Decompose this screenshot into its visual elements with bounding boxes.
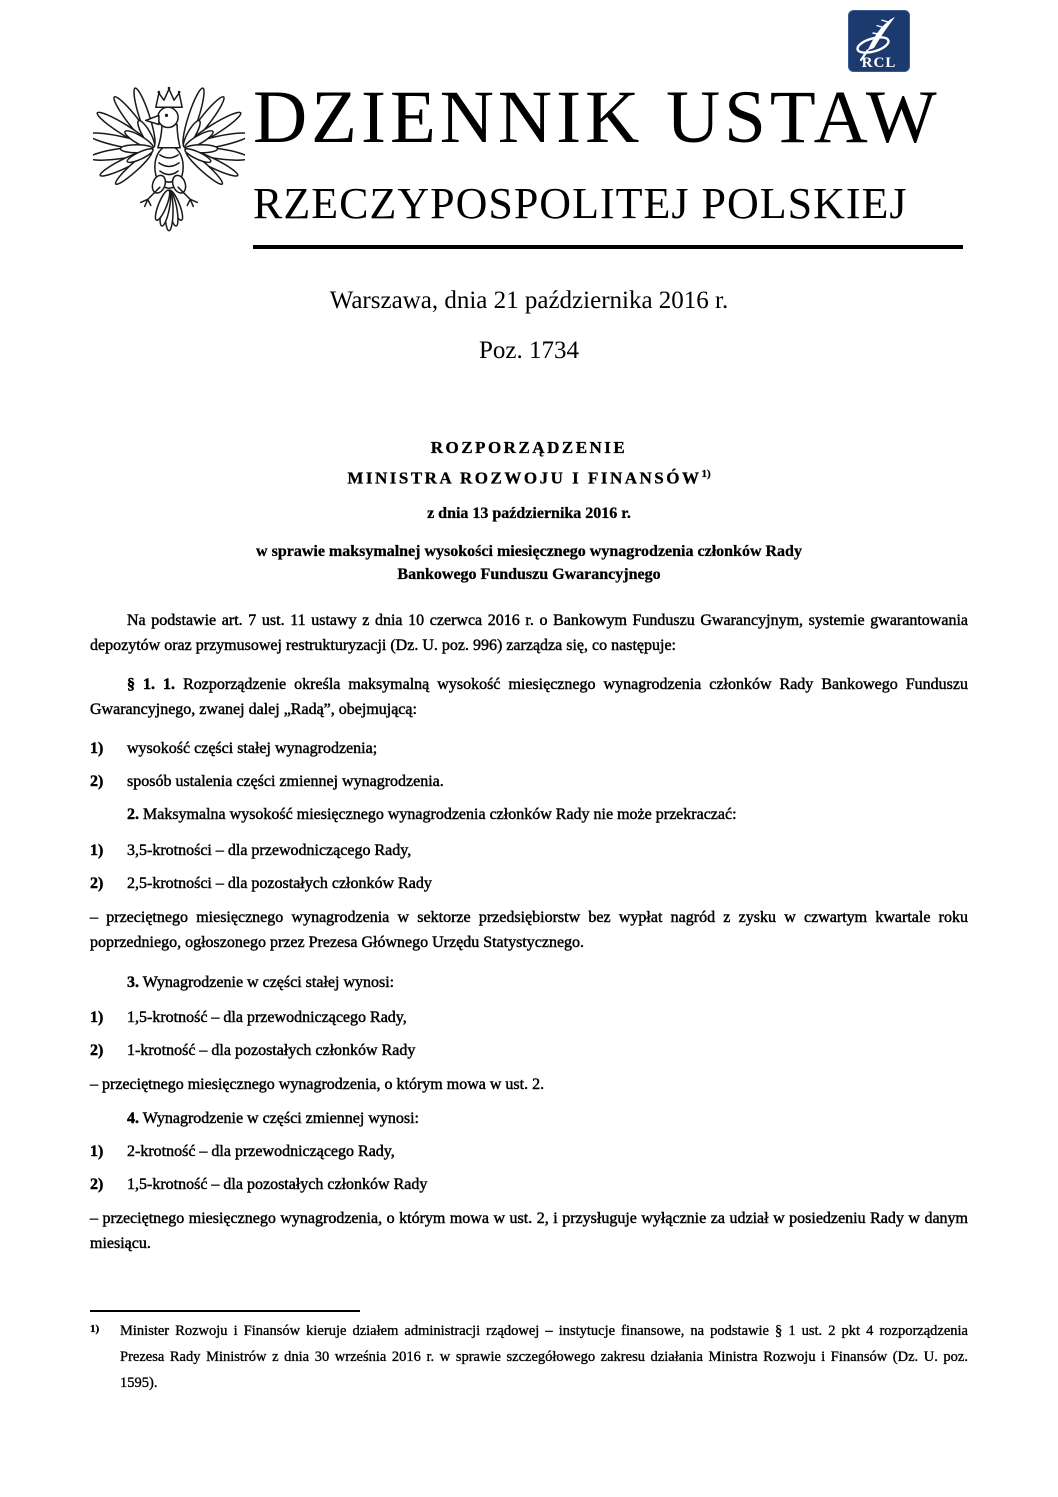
act-date: z dnia 13 października 2016 r.: [427, 504, 631, 522]
paragraph-1-1: [90, 672, 968, 722]
list-item-number: 1): [90, 740, 104, 757]
act-type: ROZPORZĄDZENIE: [430, 438, 628, 457]
paragraph-ust-4: [90, 1106, 968, 1131]
rcl-logo: [848, 10, 910, 72]
list-item: [90, 1005, 968, 1030]
paragraph-ust-3-lead: 3.: [127, 974, 139, 991]
footnote-marker: 1): [90, 1323, 100, 1335]
act-subject-line1: w sprawie maksymalnej wysokości miesięcznego wynagrodzenia członków Rady: [256, 542, 802, 560]
paragraph-ust-2-text: Maksymalna wysokość miesięcznego wynagrodzenia członków Rady nie może przekraczać:: [143, 806, 737, 823]
dash-paragraph-2: – przeciętnego miesięcznego wynagrodzenia, o którym mowa w ust. 2.: [90, 1076, 545, 1093]
list-item: [90, 871, 968, 896]
paragraph-ust-4-lead: 4.: [127, 1110, 139, 1127]
list-item-text: sposób ustalenia części zmiennej wynagrodzenia.: [127, 773, 444, 790]
rcl-logo-text: RCL: [861, 55, 897, 71]
list-item-text: 1-krotność – dla pozostałych członków Rady: [127, 1042, 416, 1059]
list-item-number: 1): [90, 1009, 104, 1026]
list-item-text: 2,5-krotności – dla pozostałych członków Rady: [127, 875, 432, 892]
paragraph-1-1-lead: § 1. 1.: [127, 676, 176, 693]
act-issuer: [90, 468, 968, 489]
footnote-ref: 1): [701, 468, 711, 480]
list-item: [90, 838, 968, 863]
list-item-number: 1): [90, 1143, 104, 1160]
paragraph-ust-2: [90, 802, 968, 827]
footnote: [90, 1318, 968, 1396]
footnote-text: Minister Rozwoju i Finansów kieruje działem administracji rządowej – instytucje finansowe, na podstawie § 1 ust. 2 pkt 4 rozporządzenia Prezesa Rady Ministrów z dnia 30 września 2016 r. w sprawie szczegółowego zakresu działania Ministra Rozwoju i Finansów (Dz. U. poz. 1595).: [120, 1323, 968, 1391]
act-subject-line2: Bankowego Funduszu Gwarancyjnego: [397, 565, 661, 583]
list-item: [90, 1172, 968, 1197]
footnote-block: [90, 1310, 968, 1396]
act-header: [90, 438, 968, 586]
paragraph-ust-2-lead: 2.: [127, 806, 139, 823]
footnote-rule: [90, 1310, 360, 1312]
act-issuer-text: MINISTRA ROZWOJU I FINANSÓW: [347, 468, 702, 488]
act-subject: [90, 540, 968, 586]
list-item: [90, 1038, 968, 1063]
list-item: [90, 736, 968, 761]
list-item-number: 2): [90, 1176, 104, 1193]
list-item: [90, 1139, 968, 1164]
list-item-text: 1,5-krotność – dla pozostałych członków Rady: [127, 1176, 428, 1193]
list-item-number: 2): [90, 1042, 104, 1059]
list-item-number: 1): [90, 842, 104, 859]
preamble: Na podstawie art. 7 ust. 11 ustawy z dnia 10 czerwca 2016 r. o Bankowym Funduszu Gwarancyjnym, systemie gwarantowania depozytów oraz przymusowej restrukturyzacji (Dz. U. poz. 996) zarządza się, co następuje:: [90, 612, 968, 654]
polish-eagle-emblem: [93, 84, 245, 254]
paragraph-1-1-text: Rozporządzenie określa maksymalną wysokość miesięcznego wynagrodzenia członków Rady Bankowego Funduszu Gwarancyjnego, zwanej dalej „Radą”, obejmującą:: [90, 676, 969, 718]
position-number: Poz. 1734: [479, 337, 579, 364]
list-item-number: 2): [90, 773, 104, 790]
dash-paragraph-3: – przeciętnego miesięcznego wynagrodzenia, o którym mowa w ust. 2, i przysługuje wyłącznie za udział w posiedzeniu Rady w danym miesiącu.: [90, 1210, 968, 1252]
issue-place-date: Warszawa, dnia 21 października 2016 r.: [329, 287, 729, 314]
rcl-logo-graphic: [848, 10, 910, 72]
list-item-text: 1,5-krotność – dla przewodniczącego Rady,: [127, 1009, 407, 1026]
act-body: [90, 600, 968, 1256]
list-item-number: 2): [90, 875, 104, 892]
paragraph-ust-3-text: Wynagrodzenie w części stałej wynosi:: [142, 974, 395, 991]
masthead-title: DZIENNIK USTAW: [253, 76, 941, 159]
masthead-rule: [253, 245, 963, 249]
list-item-text: 3,5-krotności – dla przewodniczącego Rady,: [127, 842, 412, 859]
list-item-text: 2-krotność – dla przewodniczącego Rady,: [127, 1143, 395, 1160]
paragraph-ust-4-text: Wynagrodzenie w części zmiennej wynosi:: [142, 1110, 419, 1127]
list-item-text: wysokość części stałej wynagrodzenia;: [127, 740, 378, 757]
paragraph-ust-3: [90, 970, 968, 995]
masthead-subtitle: RZECZYPOSPOLITEJ POLSKIEJ: [253, 179, 908, 228]
dash-paragraph-1: – przeciętnego miesięcznego wynagrodzenia w sektorze przedsiębiorstw bez wypłat nagród z zysku w czwartym kwartale roku poprzedniego, ogłoszonego przez Prezesa Głównego Urzędu Statystycznego.: [90, 909, 968, 951]
list-item: [90, 769, 968, 794]
